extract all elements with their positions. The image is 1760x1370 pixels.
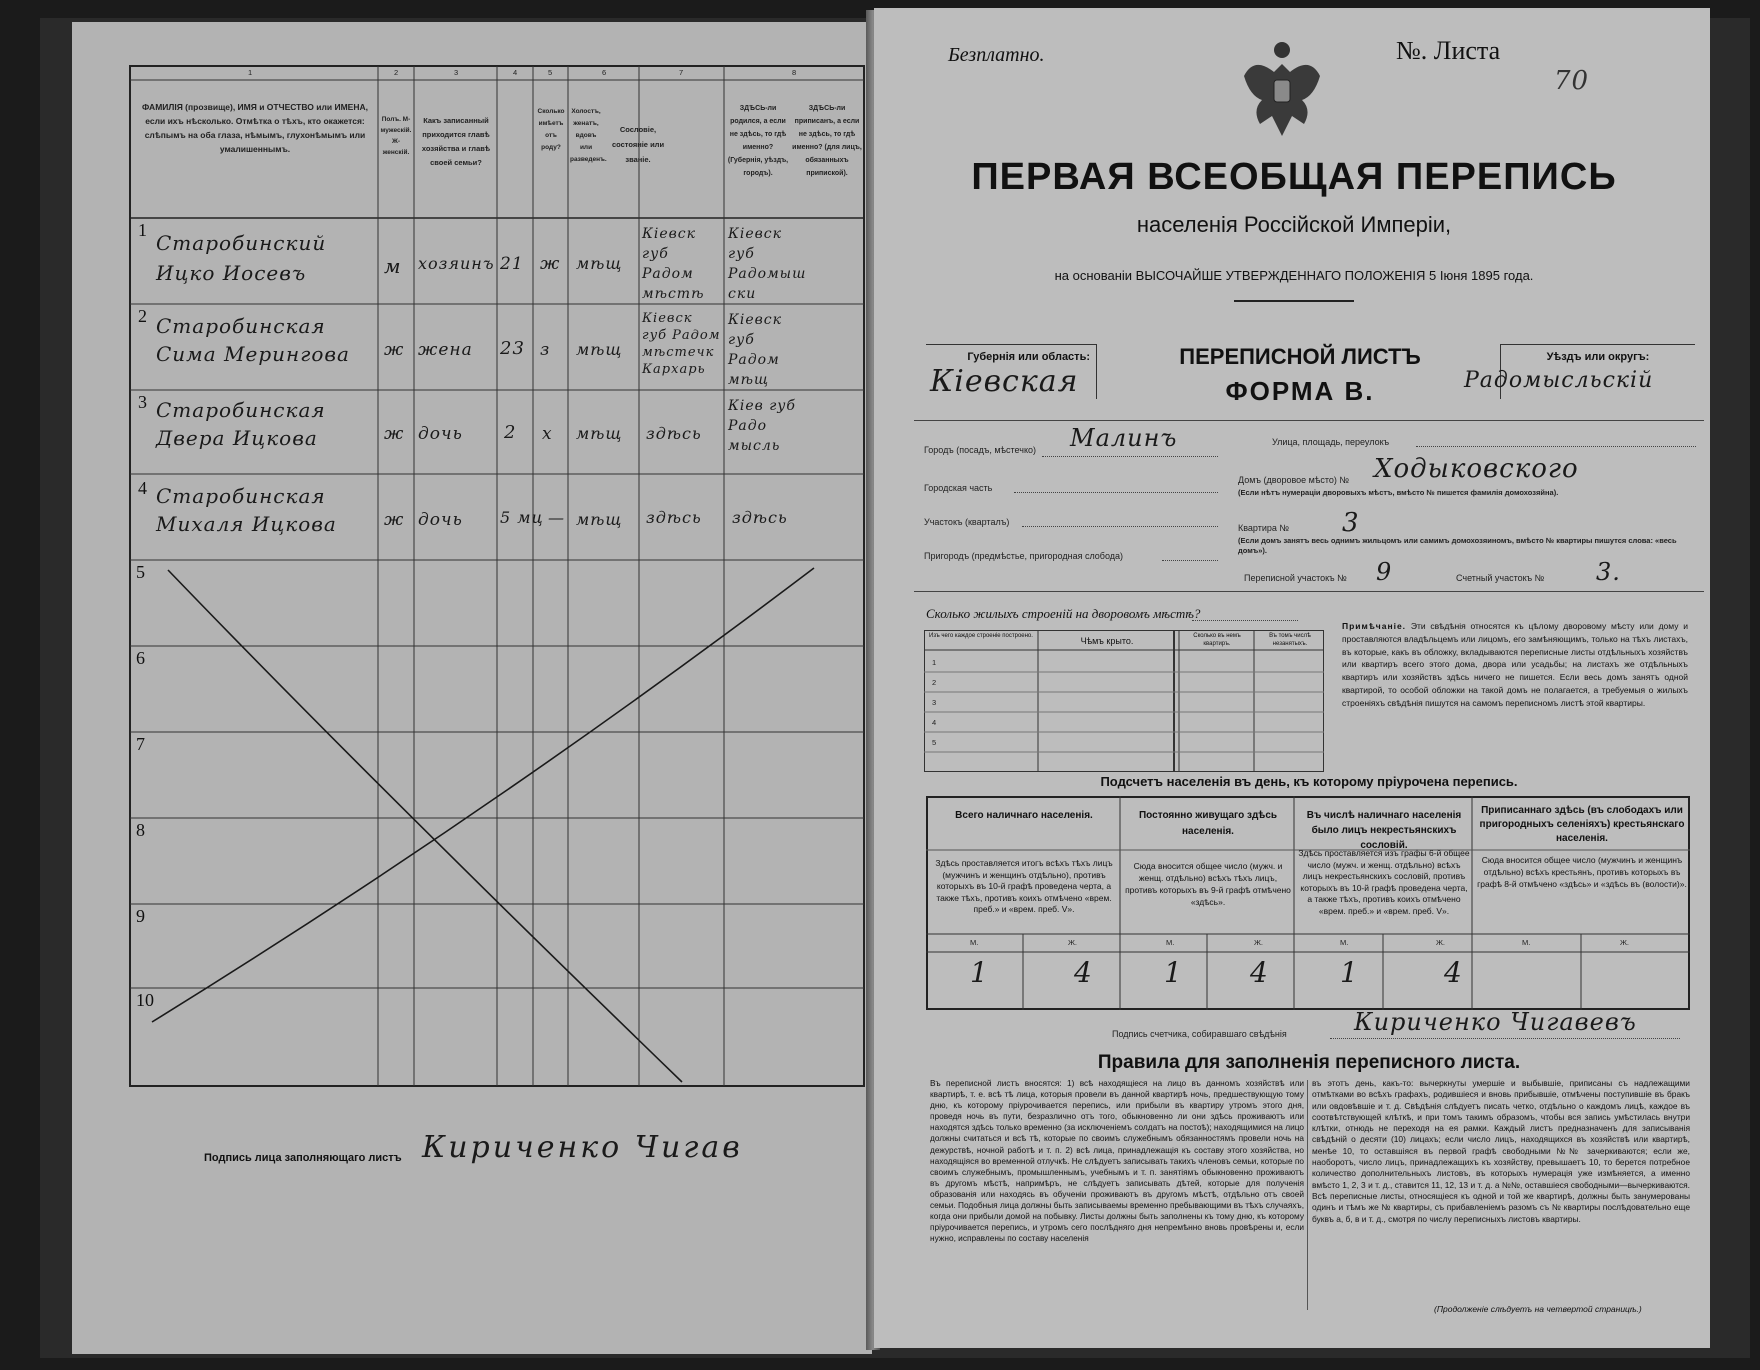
person-registered: Кіев губ Радо мысль: [728, 398, 796, 454]
form-name: ФОРМА В.: [1225, 376, 1375, 406]
imperial-eagle-icon: [1234, 36, 1330, 146]
precinct-label: Участокъ (кварталъ): [924, 517, 1010, 527]
header-sex: Полъ. М-мужескій. Ж-женскій.: [380, 116, 412, 156]
col-number-6: 6: [602, 68, 607, 77]
rules-divider: [1307, 1080, 1308, 1310]
divider: [1234, 300, 1354, 302]
person-relation: жена: [418, 340, 473, 360]
count-female: 4: [1444, 956, 1463, 989]
continued-note: (Продолженіе слѣдуетъ на четвертой страницѣ.): [1434, 1304, 1642, 1314]
buildings-line: [1192, 620, 1298, 621]
col-number-5: 5: [548, 68, 553, 77]
col-number-8: 8: [792, 68, 797, 77]
rules-right: въ этотъ день, какъ-то: вычеркнуты умершіе и выбывшіе, приписаны съ надлежащими отмѣтками во всѣхъ графахъ, родившіеся и вновь прибывшіе, отмѣчены поступившіе въ бракъ или овдовѣвшіе и т. д. Свѣдѣнія слѣдуетъ писать четко, отдѣльно о каждомъ лицѣ, каждое въ соотвѣтствующей клѣткѣ, и при томъ такимъ образомъ, чтобы вся запись умѣстилась внутри клѣтки, отнюдь не переходя на ея рамки. Каждый листъ предназначенъ для записыванія свѣдѣній о десяти (10) лицахъ; если число лицъ, находящихся въ хозяйствѣ или квартирѣ, менѣе 10, то оставшіяся въ первой графѣ свободными №№ зачеркиваются; если же, наоборотъ, число лицъ, принадлежащихъ къ хозяйству, превышаетъ 10, то берется потребное количество дополнительныхъ листовъ, въ которыхъ нумерація уже измѣняется, а именно вмѣсто 1, 2, 3 и т. д., ставится 11, 12, 13 и т. д. а №№, оставшіеся свободными—вычеркиваются. Всѣ переписные листы, относящіеся къ одной и той же квартирѣ, должны быть занумерованы одинъ и тѣмъ же № квартиры, съ прибавленіемъ разомъ съ № квартиры послѣдовательно еще буквъ а, б, в и т. д., смотря по числу переписныхъ листовъ квартиры.: [1312, 1078, 1690, 1224]
person-age: 2: [504, 422, 517, 443]
count-col-desc: Сюда вносится общее число (мужчинъ и женщинъ отдѣльно) всѣхъ крестьянъ, противъ которыхъ въ графѣ 8-й отмѣчено «здѣсь» и «здѣсь въ (волости)».: [1477, 855, 1687, 889]
person-relation: дочь: [418, 424, 463, 444]
row-number: 5: [136, 562, 145, 582]
count-m-label: М.: [1340, 938, 1349, 947]
person-birthplace: здѣсь: [646, 424, 702, 443]
house-note: (Если нѣтъ нумераціи дворовыхъ мѣстъ, вмѣсто № пишется фамилія домохозяйна).: [1238, 488, 1559, 497]
person-sex: ж: [384, 424, 405, 444]
person-registered: Кіевск губ Радом мѣщ: [728, 312, 782, 388]
count-m-label: М.: [1166, 938, 1175, 947]
flat-label: Квартира №: [1238, 523, 1290, 533]
province-value: Кіевская: [930, 364, 1079, 399]
counter-signature-value: Кириченко Чигавевъ: [1354, 1008, 1637, 1036]
free-label: Безплатно.: [948, 44, 1045, 66]
signature-label: Подпись лица заполняющаго листъ: [204, 1152, 402, 1164]
district-label: Уѣздъ или округъ:: [1546, 351, 1650, 363]
signature-value: Кириченко Чигав: [422, 1130, 743, 1165]
count-col-title: Въ числѣ наличнаго населенія было лицъ некрестьянскихъ сословій.: [1306, 810, 1462, 851]
town-label: Городъ (посадъ, мѣстечко): [924, 445, 1036, 455]
street-label: Улица, площадь, переулокъ: [1272, 437, 1390, 447]
row-number: 7: [136, 734, 145, 754]
count-f-label: Ж.: [1254, 938, 1264, 947]
buildings-header: Изъ чего каждое строеніе построено.: [929, 633, 1033, 639]
row-number: 10: [136, 990, 154, 1010]
col-number-4: 4: [513, 68, 518, 77]
count-f-label: Ж.: [1620, 938, 1630, 947]
house-value: Ходыковского: [1374, 454, 1579, 484]
person-birthplace: Кіевск губ Радом мѣстѣ: [642, 226, 705, 302]
count-col-desc: Сюда вносится общее число (мужч. и женщ. отдѣльно) всѣхъ тѣхъ лицъ, противъ которыхъ въ 9-й графѣ отмѣчено «здѣсь».: [1125, 861, 1291, 907]
city-part-label: Городская часть: [924, 483, 993, 493]
counter-signature-line: [1330, 1038, 1680, 1039]
row-number: 9: [136, 906, 145, 926]
person-age: 21: [500, 254, 524, 274]
flat-value: 3: [1342, 508, 1360, 538]
buildings-row-number: 2: [932, 678, 937, 687]
rules-title: Правила для заполненія переписного листа.: [1097, 1052, 1521, 1073]
count-col-title: Постоянно живущаго здѣсь населенія.: [1138, 810, 1278, 837]
count-col-desc: Здѣсь проставляется изъ графы 6-й общее число (мужч. и женщ. отдѣльно) всѣхъ лицъ некрестьянскихъ сословій, противъ которыхъ въ 10-й графѣ проведена черта, а также тѣхъ, противъ коихъ отмѣчено «врем. преб.» и «врем. преб. V».: [1298, 848, 1470, 916]
right-page: [874, 8, 1710, 1348]
person-name: Старобинская Двера Ицкова: [156, 398, 326, 450]
counting-district-label: Счетный участокъ №: [1456, 573, 1545, 583]
person-marital: х: [542, 424, 553, 444]
person-name: Старобинская Михаля Ицкова: [156, 484, 337, 536]
count-male: 1: [1164, 956, 1183, 989]
person-sex: м: [384, 254, 402, 278]
town-line: [1042, 456, 1218, 457]
city-part-line: [1014, 492, 1218, 493]
row-number: 4: [138, 478, 147, 498]
person-estate: мѣщ: [576, 340, 623, 359]
person-estate: мѣщ: [576, 254, 623, 273]
flat-note: (Если домъ занятъ весь однимъ жильцомъ или самимъ домохозяиномъ, вмѣсто № квартиры пишутся слова: «весь домъ»).: [1238, 536, 1677, 555]
census-subtitle: населенія Россійской Имперіи,: [1136, 212, 1452, 237]
count-title: Подсчетъ населенія въ день, къ которому пріурочена перепись.: [1100, 774, 1518, 789]
person-sex: ж: [384, 510, 405, 530]
buildings-table: [924, 630, 1324, 772]
count-col-title: Всего наличнаго населенія.: [955, 810, 1093, 821]
person-estate: мѣщ: [576, 510, 623, 529]
buildings-row-number: 1: [932, 658, 937, 667]
header-registered: ЗДѢСЬ-ли приписанъ, а если не здѣсь, то гдѣ именно? (для лицъ, обязанныхъ припиской).: [792, 105, 862, 177]
header-relation: Какъ записанный приходится главѣ хозяйства и главѣ своей семьи?: [421, 116, 491, 167]
census-title: ПЕРВАЯ ВСЕОБЩАЯ ПЕРЕПИСЬ: [971, 156, 1617, 198]
census-district-value: 9: [1376, 558, 1393, 586]
header-birthplace: ЗДѢСЬ-ли родился, а если не здѣсь, то гдѣ именно? (Губернія, уѣздъ, городъ).: [727, 105, 789, 177]
person-estate: мѣщ: [576, 424, 623, 443]
sheet-label: №. Листа: [1396, 36, 1501, 65]
person-name: Старобинская Сима Мерингова: [156, 314, 350, 366]
street-line: [1416, 446, 1696, 447]
count-f-label: Ж.: [1068, 938, 1078, 947]
row-number: 2: [138, 306, 147, 326]
buildings-row-number: 4: [932, 718, 937, 727]
sheet-number: 70: [1554, 66, 1590, 96]
form-title: ПЕРЕПИСНОЙ ЛИСТЪ: [1179, 344, 1421, 369]
rules-left: Въ переписной листъ вносятся: 1) всѣ находящіеся на лицо въ данномъ хозяйствѣ или квартирѣ, т. е. всѣ тѣ лица, которыя провели въ данной квартирѣ ночь, предшествующую тому дню, къ которому пріурочивается перепись, или прибыли въ квартиру утромъ этого дня, проведя ночь въ пути, безразлично отъ того, обыкновенно ли они здѣсь проживаютъ или находятся здѣсь только временно (за исключеніемъ солдатъ на постоѣ); находящимися на лицо должны считаться и всѣ тѣ, которые по своимъ служебнымъ обязанностямъ провели ночь на дежурствѣ, ночной работѣ и т. п. 2) всѣ лица, принадлежащія къ составу этого хозяйства, но находящіяся во временной отлучкѣ. Не слѣдуетъ записывать такихъ членовъ семьи, которые по своимъ служебнымъ, промышленнымъ, учебнымъ и т. п. занятіямъ обыкновенно проживаютъ въ другомъ мѣстѣ, напримѣръ, не слѣдуетъ записывать дѣтей, которые для полученія образованія или находясь въ обученіи проживаютъ въ другомъ мѣстѣ, отдѣльно отъ своей семьи. Подобныя лица должны быть записываемы временно пребывающими въ тѣхъ случаяхъ, когда они прибыли домой на побывку. Листы должны быть заполнены къ тому дню, къ которому пріурочивается перепись, и утромъ сего послѣдняго дня непремѣнно вновь провѣрены и, если нужно, исправлены по составу населенія: [930, 1078, 1304, 1244]
count-female: 4: [1250, 956, 1269, 989]
buildings-header: Сколько въ немъ квартиръ.: [1193, 633, 1241, 647]
col-number-7: 7: [679, 68, 684, 77]
person-relation: дочь: [418, 510, 463, 530]
count-f-label: Ж.: [1436, 938, 1446, 947]
person-registered: здѣсь: [732, 508, 788, 527]
buildings-header: Чѣмъ крыто.: [1080, 636, 1134, 646]
person-name: Старобинский Ицко Иосевъ: [156, 231, 327, 285]
count-male: 1: [1340, 956, 1359, 989]
col-number-2: 2: [394, 68, 399, 77]
census-basis: на основаніи ВЫСОЧАЙШЕ УТВЕРЖДЕННАГО ПОЛОЖЕНІЯ 5 Іюня 1895 года.: [1054, 268, 1534, 283]
count-col-title: Приписаннаго здѣсь (въ слободахъ или пригородныхъ селеніяхъ) крестьянскаго населенія.: [1479, 805, 1685, 844]
district-value: Радомысльскій: [1464, 368, 1654, 393]
count-m-label: М.: [970, 938, 979, 947]
header-marital: Холостъ, женатъ, вдовъ или разведенъ.: [570, 108, 607, 163]
left-page: [72, 22, 872, 1354]
buildings-header: Въ томъ числѣ незанятыхъ.: [1269, 633, 1311, 647]
header-name: ФАМИЛІЯ (прозвище), ИМЯ и ОТЧЕСТВО или ИМЕНА, если ихъ нѣсколько. Отмѣтка о тѣхъ, кто окажется: слѣпымъ на оба глаза, нѣмымъ, глухонѣмымъ или умалишеннымъ.: [142, 102, 368, 154]
person-relation: хозяинъ: [418, 254, 495, 273]
header-estate: Сословіе, состояніе или званіе.: [611, 125, 665, 164]
person-sex: ж: [384, 340, 405, 360]
row-number: 1: [138, 220, 147, 240]
col-number-3: 3: [454, 68, 459, 77]
person-birthplace: здѣсь: [646, 508, 702, 527]
person-birthplace: Кіевск губ Радом мѣстечк Кархарь: [642, 311, 721, 377]
row-number: 3: [138, 392, 147, 412]
person-marital: —: [548, 508, 565, 527]
suburb-line: [1162, 560, 1218, 561]
note-text: Эти свѣдѣнія относятся къ цѣлому дворовому мѣсту или дому и проставляются владѣльцемъ или лицомъ, его замѣняющимъ, только на тѣхъ листахъ, въ которые, какъ въ обложку, вкладываются переписные листы отдѣльныхъ хозяйствъ или квартиръ всего этого дома, двора или усадьбы; на листахъ же отдѣльныхъ квартиръ или хозяйствъ здѣсь ничего не пишется. Если весь домъ занятъ одной квартирой, то особой обложки на такой домъ не полагается, а требуемыя о жилыхъ строеніяхъ свѣдѣнія пишутся на самомъ переписномъ листѣ этой квартиры.: [1342, 621, 1688, 708]
counter-signature-label: Подпись счетчика, собиравшаго свѣдѣнія: [1112, 1029, 1287, 1039]
count-col-desc: Здѣсь проставляется итогъ всѣхъ тѣхъ лицъ (мужчинъ и женщинъ отдѣльно), противъ которыхъ въ 10-й графѣ проведена черта, а также тѣхъ, противъ коихъ отмѣчено «врем. преб.» и «врем. преб. V».: [935, 858, 1113, 914]
count-male: 1: [970, 956, 989, 989]
person-registered: Кіевск губ Радомыш ски: [728, 226, 807, 302]
person-marital: з: [540, 340, 551, 360]
counting-district-value: 3.: [1596, 558, 1621, 586]
precinct-line: [1022, 526, 1218, 527]
person-age: 5 мц: [500, 508, 544, 527]
person-age: 23: [500, 338, 525, 359]
person-marital: ж: [540, 254, 561, 274]
census-district-label: Переписной участокъ №: [1244, 573, 1347, 583]
count-female: 4: [1074, 956, 1093, 989]
header-age: Сколько имѣетъ отъ роду?: [537, 108, 565, 151]
count-m-label: М.: [1522, 938, 1531, 947]
buildings-question: Сколько жилыхъ строеній на дворовомъ мѣстѣ?: [926, 606, 1201, 621]
province-label: Губернія или область:: [967, 351, 1090, 363]
buildings-row-number: 5: [932, 738, 937, 747]
row-number: 6: [136, 648, 145, 668]
note: [1342, 620, 1688, 710]
row-number: 8: [136, 820, 145, 840]
town-value: Малинъ: [1070, 424, 1178, 452]
col-number-1: 1: [248, 68, 253, 77]
note-title: Примѣчаніе.: [1342, 621, 1407, 631]
suburb-label: Пригородъ (предмѣстье, пригородная слобода): [924, 551, 1124, 561]
house-label: Домъ (дворовое мѣсто) №: [1238, 475, 1350, 485]
buildings-row-number: 3: [932, 698, 937, 707]
